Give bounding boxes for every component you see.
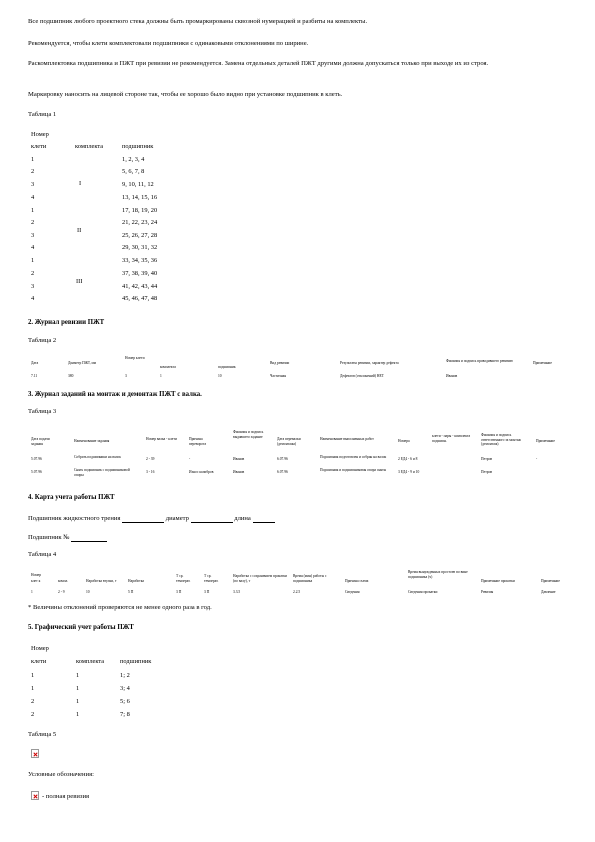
table1-header-klet: клети (31, 143, 47, 150)
table4-cell: 3 П (176, 590, 182, 594)
table1-row: 33, 34, 35, 36 (122, 257, 158, 264)
table3-cell: 6.07.96 (277, 470, 288, 474)
table5-row: 1 (76, 672, 80, 679)
length-blank[interactable] (253, 515, 275, 523)
table5-row: 5; 6 (120, 698, 130, 705)
table5-header-komplekt: комплекта (76, 658, 105, 665)
table5-row: 2 (31, 698, 35, 705)
table5-header-klet: клети (31, 658, 47, 665)
table4-cell: 10 (86, 590, 90, 594)
table1-row: 45, 46, 47, 48 (122, 295, 158, 302)
table3-cell: Петров (481, 457, 493, 461)
table1-row: 4 (31, 244, 35, 251)
table3-cell: Петров (481, 470, 493, 474)
table1-header-top: Номер (31, 131, 49, 138)
table4-header: Примечание прокатки (481, 579, 515, 583)
table3-cell: 2 ЕД4 - 6 и 8 (398, 457, 418, 461)
table3-header: Наименование выполненных работ (320, 437, 374, 441)
table4-header: Т ср. температ. (204, 574, 219, 583)
table1-row: 1, 2, 3, 4 (122, 156, 145, 163)
table5-row: 1; 2 (120, 672, 130, 679)
section3-title: 3. Журнал заданий на монтаж и демонтаж ПЖТ с валка. (28, 391, 202, 398)
intro-paragraph-2: Рекомендуется, чтобы клети комплектовали подшипники с одинаковыми отклонениями по ширине. (28, 40, 309, 47)
table4-header: Наработка с сохранением прокатки (по валу), т (233, 574, 287, 583)
table4-header: Т ср. температ. (176, 574, 191, 583)
table2-header: Фамилия и подпись проводившего ревизию (446, 359, 513, 363)
table3-header: Фамилия и подпись ответственного за монтаж (демонтаж) (481, 433, 521, 446)
table3-header: Наименование задания (74, 439, 110, 443)
table4-header: Наработка (128, 579, 145, 583)
table2-cell: 1 (160, 374, 162, 378)
intro-paragraph-4: Маркировку наносить на лицевой стороне так, чтобы ее хорошо было видно при установке подшипник в клеть. (28, 91, 343, 98)
table2-header: Дата (31, 361, 39, 365)
table3-cell: 6.07.96 (277, 457, 288, 461)
table1-row: 41, 42, 43, 44 (122, 283, 158, 290)
table1-row: 17, 18, 19, 20 (122, 207, 158, 214)
legend-title: Условные обозначения: (28, 771, 94, 778)
table1-row: 25, 26, 27, 28 (122, 232, 158, 239)
table3-cell: 3 ЕД4 - 9 и 10 (398, 470, 420, 474)
table1-row: 37, 38, 39, 40 (122, 270, 158, 277)
section5-title: 5. Графический учет работы ПЖТ (28, 624, 134, 631)
table4-header: Причина съема (345, 579, 369, 583)
table1-row: 2 (31, 168, 35, 175)
table1-row: 1 (31, 207, 35, 214)
table2-cell: 3 (125, 374, 127, 378)
table3-cell: Собрать подшипники на валок (74, 455, 121, 459)
table4-header: Время (мин) работы с подшипника (293, 574, 327, 583)
table1-group-3: III (76, 278, 83, 285)
table3-header: Дата перевалки (демонтажа) (277, 437, 301, 446)
table1-row: 3 (31, 232, 35, 239)
table4-cell: 2.2.5 (293, 590, 301, 594)
table4-cell: Ревизия (481, 590, 494, 594)
table5-row: 2 (31, 711, 35, 718)
section4-title: 4. Карта учета работы ПЖТ (28, 494, 115, 501)
legend-item-full-revision: - полная ревизия (42, 793, 90, 800)
table3-cell: Снять подшипник с подшипниковой опоры (74, 468, 130, 477)
table5-row: 1 (76, 711, 80, 718)
table1-row: 4 (31, 295, 35, 302)
diameter-blank[interactable] (191, 515, 233, 523)
table3-header: клети - пары - комплекта подшипн. (432, 434, 471, 443)
table1-row: 3 (31, 181, 35, 188)
table3-header: Примечание (536, 439, 555, 443)
intro-paragraph-1: Все подшипник любого проектного стека должны быть промаркированы сквозной нумерацией и разбиты на комплекты. (28, 18, 368, 25)
table4-cell: 5 П (128, 590, 134, 594)
table1-row: 5, 6, 7, 8 (122, 168, 145, 175)
table3-cell: Износ колибров (189, 470, 214, 474)
bearing-number-blank[interactable] (71, 534, 107, 542)
table3-header: Причина переворота (189, 437, 207, 446)
table5-row: 3; 4 (120, 685, 130, 692)
table3-cell: Подшипник и подшипниковая опора сняты (320, 468, 387, 472)
table4-header: клет к (31, 579, 41, 583)
table1-caption: Таблица 1 (28, 111, 57, 118)
table5-caption: Таблица 5 (28, 731, 57, 738)
table2-header: Вид ревизии (270, 361, 290, 365)
table3-header: Фамилия и подпись выдавшего задание (233, 430, 264, 439)
table4-cell: Сведения прокатки (408, 590, 438, 594)
table2-header: Номер клети (125, 356, 145, 360)
table2-cell: Частичная (270, 374, 286, 378)
table1-row: 21, 22, 23, 24 (122, 219, 158, 226)
table1-row: 2 (31, 270, 35, 277)
diameter-label: диаметр (165, 515, 189, 522)
broken-image-icon (31, 749, 39, 758)
table5-row: 1 (76, 698, 80, 705)
table3-cell: - (189, 457, 191, 461)
table4-note: * Величины отклонений проверяются не менее одного раза в год. (28, 604, 212, 611)
table1-group-2: II (77, 227, 82, 234)
table3-caption: Таблица 3 (28, 408, 57, 415)
table2-cell: 380 (68, 374, 74, 378)
table2-header: Примечание (533, 361, 552, 365)
table1-row: 3 (31, 283, 35, 290)
table3-cell: 5.07.96 (31, 470, 42, 474)
bearing-blank[interactable] (122, 515, 164, 523)
table4-cell: 1 (31, 590, 33, 594)
table4-cell: 3 П (204, 590, 210, 594)
table2-header: комплекта (160, 365, 176, 369)
table1-row: 2 (31, 219, 35, 226)
bearing-label: Подшипник жидкостного трения (28, 515, 121, 522)
table4-cell: Сведения (345, 590, 360, 594)
table3-cell: 3 - 16 (146, 470, 155, 474)
table4-header: Время вынужденных простоев по вине подшипника (ч) (408, 570, 468, 579)
table4-cell: 2 - 9 (58, 590, 65, 594)
table2-header: Результаты ревизии, характер дефекта (340, 361, 399, 365)
table2-cell: 7.11 (31, 374, 38, 378)
table4-caption: Таблица 4 (28, 551, 57, 558)
table3-cell: Иванов (233, 457, 245, 461)
table1-row: 13, 14, 15, 16 (122, 194, 158, 201)
table1-group-1: I (79, 180, 82, 187)
section2-title: 2. Журнал ревизии ПЖТ (28, 319, 105, 326)
length-label: длина (234, 515, 251, 522)
table1-row: 29, 30, 31, 32 (122, 244, 158, 251)
table4-cell: 3.3.5 (233, 590, 241, 594)
table1-row: 1 (31, 257, 35, 264)
section4-line1 (28, 514, 573, 523)
table3-cell: Подшипник подготовлен и собран на валок (320, 455, 387, 459)
table1-row: 4 (31, 194, 35, 201)
table5-row: 1 (31, 685, 35, 692)
table3-header: Номера (398, 439, 410, 443)
bearing-number-label: Подшипник № (28, 534, 70, 541)
table3-cell: Иванов (233, 470, 245, 474)
table1-header-komplekt: комплекта (75, 143, 104, 150)
intro-paragraph-3: Раскомплектовка подшипника и ПЖТ при ревизии не рекомендуется. Замена отдельных деталей ПЖТ другими должна допускаться только при выходе их из строя. (28, 60, 489, 67)
table2-cell: 10 (218, 374, 222, 378)
table5-row: 7; 8 (120, 711, 130, 718)
table5-header-podshipnik: подшипник (120, 658, 152, 665)
table4-header: компл. (58, 579, 69, 583)
section4-line2 (28, 533, 573, 542)
broken-image-icon (31, 791, 39, 800)
table2-header: Диаметр ПЖТ, мм (68, 361, 97, 365)
table3-header: Номер валка - клети (146, 437, 177, 441)
table3-header: Дата подачи задания (31, 437, 50, 446)
table4-header: Примечание (541, 579, 560, 583)
table2-caption: Таблица 2 (28, 337, 57, 344)
table5-row: 1 (76, 685, 80, 692)
table3-cell: 2 - 39 (146, 457, 155, 461)
table2-cell: Дефектов (отклонений) НЕТ (340, 374, 384, 378)
table1-header-podshipnik: подшипник (122, 143, 154, 150)
table1-row: 1 (31, 156, 35, 163)
table3-cell: - (536, 457, 538, 461)
table4-header: Номер (31, 573, 41, 577)
table5-row: 1 (31, 672, 35, 679)
table1-row: 9, 10, 11, 12 (122, 181, 154, 188)
table4-header: Наработка втулки, т (86, 579, 117, 583)
table5-header-top: Номер (31, 645, 49, 652)
table4-cell: Давление (541, 590, 556, 594)
table3-cell: 5.07.96 (31, 457, 42, 461)
table2-header: подшипник (218, 365, 236, 369)
table2-cell: Иванов (446, 374, 458, 378)
